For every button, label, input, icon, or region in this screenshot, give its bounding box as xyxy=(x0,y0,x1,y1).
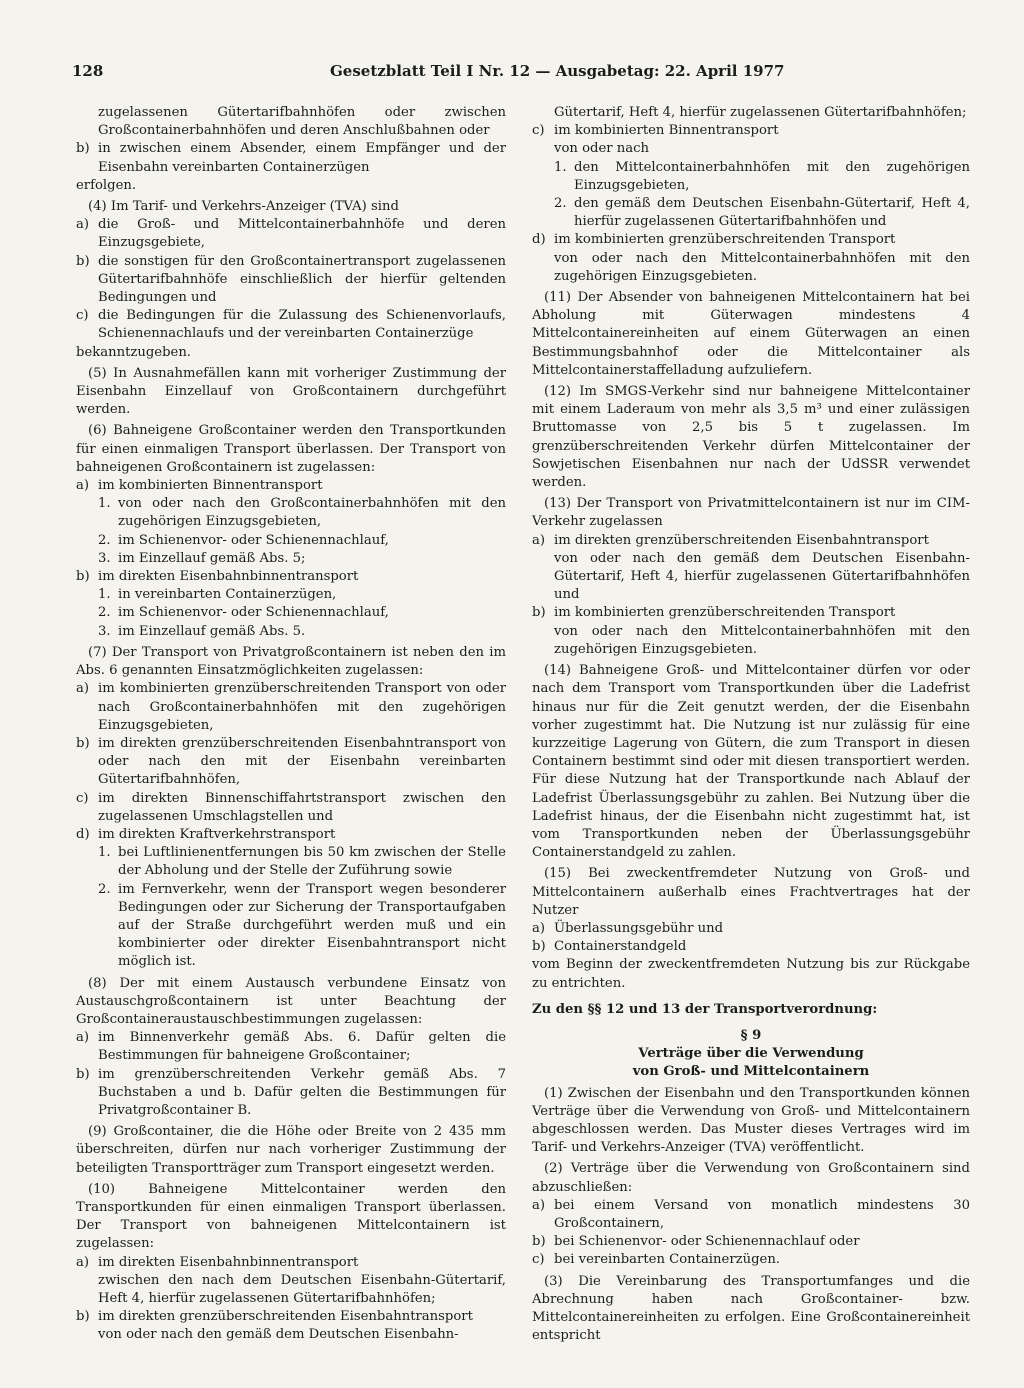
list-item: b) im direkten grenzüberschreitenden Eisenbahntransport xyxy=(76,1309,473,1325)
right-column xyxy=(532,104,970,1345)
paragraph-11: (11) Der Absender von bahneigenen Mittelcontainern hat bei Abholung mit Güterwagen mindestens 4 Mittelcontainereinheiten auf einem Güterwagen an einen Bestimmungsbahnhof oder die Mittelcontainer als Mittelcontainerstaffelladung aufzuliefern. xyxy=(532,290,970,378)
list-item: 1. den Mittelcontainerbahnhöfen mit den zugehörigen Einzugsgebieten, xyxy=(554,159,970,193)
list-item: c) im direkten Binnenschiffahrtstransport zwischen den zugelassenen Umschlagstellen und xyxy=(76,790,506,824)
list-item: b) die sonstigen für den Großcontainertransport zugelassenen Gütertarifbahnhöfe einschließlich der hierfür geltenden Bedingungen und xyxy=(76,253,506,306)
paragraph: von oder nach xyxy=(554,141,649,157)
paragraph-9: (9) Großcontainer, die die Höhe oder Breite von 2 435 mm überschreiten, dürfen nur nach vorheriger Zustimmung der beteiligten Transportträger zum Transport eingesetzt werden. xyxy=(76,1124,506,1176)
list-item: b) in zwischen einem Absender, einem Empfänger und der Eisenbahn vereinbarten Containerzügen xyxy=(76,141,506,175)
paragraph-6: (6) Bahneigene Großcontainer werden den Transportkunden für einen einmaligen Transport überlassen. Der Transport von bahneigenen Großcontainern ist zugelassen: xyxy=(76,423,506,475)
list-item: 2. im Fernverkehr, wenn der Transport wegen besonderer Bedingungen oder zur Sicherung der Transportaufgaben auf der Straße durchgeführt werden muß und ein kombinierter oder direkter Eisenbahntransport nicht möglich ist. xyxy=(98,881,506,970)
list-item: 2. im Schienenvor- oder Schienennachlauf, xyxy=(98,532,389,548)
paragraph-10: (10) Bahneigene Mittelcontainer werden den Transportkunden für einen einmaligen Transport überlassen. Der Transport von bahneigenen Mittelcontainern ist zugelassen: xyxy=(76,1181,506,1252)
section-heading: Zu den §§ 12 und 13 der Transportverordnung: xyxy=(532,1001,878,1017)
list-item: a) im Binnenverkehr gemäß Abs. 6. Dafür gelten die Bestimmungen für bahneigene Großcontainer; xyxy=(76,1030,506,1064)
paragraph: bekanntzugeben. xyxy=(76,344,192,360)
list-item: c) die Bedingungen für die Zulassung des Schienenvorlaufs, Schienennachlaufs und der vereinbarten Containerzüge xyxy=(76,308,506,342)
list-item: 2. im Schienenvor- oder Schienennachlauf, xyxy=(98,605,389,621)
list-item: d) im direkten Kraftverkehrstransport xyxy=(76,826,336,842)
paragraph-14: (14) Bahneigene Groß- und Mittelcontainer dürfen vor oder nach dem Transport vom Transportkunden über die Ladefrist hinaus nur für die Zeit genutzt werden, der die Eisenbahn vorher zugestimmt hat. Die Nutzung ist nur zulässig für eine kurzzeitige Lagerung von Gütern, die zum Transport in diesen Containern bestimmt sind oder mit diesen transportiert werden. Für diese Nutzung hat der Transportkunde nach Ablauf der Ladefrist Überlassungsgebühr zu zahlen. Bei Nutzung über die Ladefrist hinaus, der die Eisenbahn nicht zugestimmt hat, ist vom Transportkunden neben der Überlassungsgebühr Containerstandgeld zu zahlen. xyxy=(532,663,970,861)
paragraph: Gütertarif, Heft 4, hierfür zugelassenen Gütertarifbahnhöfen; xyxy=(554,105,967,120)
list-item: a) im direkten grenzüberschreitenden Eisenbahntransport xyxy=(532,532,929,548)
paragraph: von oder nach den gemäß dem Deutschen Eisenbahn- xyxy=(98,1327,459,1343)
paragraph-4: (4) Im Tarif- und Verkehrs-Anzeiger (TVA) sind xyxy=(88,199,399,215)
list-item: a) bei einem Versand von monatlich mindestens 30 Großcontainern, xyxy=(532,1197,970,1231)
paragraph-7: (7) Der Transport von Privatgroßcontainern ist neben den im Abs. 6 genannten Einsatzmöglichkeiten zugelassen: xyxy=(76,644,506,679)
page-header xyxy=(72,62,968,84)
list-item: b) im direkten grenzüberschreitenden Eisenbahntransport von oder nach den mit der Eisenbahn vereinbarten Gütertarifbahnhöfen, xyxy=(76,735,506,788)
list-item: a) im direkten Eisenbahnbinnentransport xyxy=(76,1254,359,1270)
paragraph: von oder nach den gemäß dem Deutschen Eisenbahn-Gütertarif, Heft 4, hierfür zugelassenen Gütertarifbahnhöfen und xyxy=(554,550,970,603)
list-item: b) bei Schienenvor- oder Schienennachlauf oder xyxy=(532,1234,860,1250)
paragraph: zugelassenen Gütertarifbahnhöfen oder zwischen Großcontainerbahnhöfen und deren Anschlußbahnen oder xyxy=(98,105,506,139)
list-item: a) die Groß- und Mittelcontainerbahnhöfe und deren Einzugsgebiete, xyxy=(76,217,506,251)
section-paragraph-3: (3) Die Vereinbarung des Transportumfanges und die Abrechnung haben nach Großcontainer- bzw. Mittelcontainereinheiten zu erfolgen. Eine Großcontainereinheit entspricht xyxy=(532,1273,970,1344)
section-number: § 9 xyxy=(740,1027,762,1043)
paragraph: von oder nach den Mittelcontainerbahnhöfen mit den zugehörigen Einzugsgebieten. xyxy=(554,250,970,284)
section-paragraph-2: (2) Verträge über die Verwendung von Großcontainern sind abzuschließen: xyxy=(532,1161,970,1195)
left-column xyxy=(76,104,506,1345)
paragraph: vom Beginn der zweckentfremdeten Nutzung bis zur Rückgabe zu entrichten. xyxy=(532,957,970,991)
section-paragraph-1: (1) Zwischen der Eisenbahn und den Transportkunden können Verträge über die Verwendung von Groß- und Mittelcontainern abgeschlossen werden. Das Muster dieses Vertrages wird im Tarif- und Verkehrs-Anzeiger (TVA) veröffentlicht. xyxy=(532,1085,970,1156)
list-item: a) im kombinierten Binnentransport xyxy=(76,478,323,494)
paragraph: von oder nach den Mittelcontainerbahnhöfen mit den zugehörigen Einzugsgebieten. xyxy=(554,623,970,657)
list-item: 1. von oder nach den Großcontainerbahnhöfen mit den zugehörigen Einzugsgebieten, xyxy=(98,496,506,530)
section-title: Verträge über die Verwendung xyxy=(638,1046,864,1062)
paragraph: zwischen den nach dem Deutschen Eisenbahn-Gütertarif, Heft 4, hierfür zugelassenen Gütertarifbahnhöfen; xyxy=(98,1272,506,1306)
paragraph-13: (13) Der Transport von Privatmittelcontainern ist nur im CIM-Verkehr zugelassen xyxy=(532,496,970,530)
paragraph-15: (15) Bei zweckentfremdeter Nutzung von Groß- und Mittelcontainern außerhalb eines Frachtvertrages hat der Nutzer xyxy=(532,866,970,918)
paragraph-8: (8) Der mit einem Austausch verbundene Einsatz von Austauschgroßcontainern ist unter Beachtung der Großcontaineraustauschbestimmungen zugelassen: xyxy=(76,975,506,1027)
list-item: 1. bei Luftlinienentfernungen bis 50 km zwischen der Stelle der Abholung und der Stelle der Zuführung sowie xyxy=(98,845,506,879)
page-number: 128 xyxy=(72,62,104,80)
list-item: a) im kombinierten grenzüberschreitenden Transport von oder nach Großcontainerbahnhöfen mit den zugehörigen Einzugsgebieten, xyxy=(76,681,506,733)
list-item: 3. im Einzellauf gemäß Abs. 5; xyxy=(98,550,306,566)
paragraph-12: (12) Im SMGS-Verkehr sind nur bahneigene Mittelcontainer mit einem Laderaum von mehr als 3,5 m³ und einer zulässigen Bruttomasse von 2,5 bis 5 t zugelassen. Im grenzüberschreitenden Verkehr dürfen Mittelcontainer der Sowjetischen Eisenbahnen nur nach der UdSSR verwendet werden. xyxy=(532,384,970,491)
gazette-title: Gesetzblatt Teil I Nr. 12 — Ausgabetag: 22. April 1977 xyxy=(330,62,785,80)
list-item: b) im kombinierten grenzüberschreitenden Transport xyxy=(532,605,896,621)
paragraph-5: (5) In Ausnahmefällen kann mit vorheriger Zustimmung der Eisenbahn Einzellauf von Großcontainern durchgeführt werden. xyxy=(76,365,506,418)
paragraph: erfolgen. xyxy=(76,177,137,193)
list-item: c) im kombinierten Binnentransport xyxy=(532,123,779,139)
list-item: c) bei vereinbarten Containerzügen. xyxy=(532,1252,781,1268)
list-item: d) im kombinierten grenzüberschreitenden Transport xyxy=(532,232,896,248)
list-item: b) im grenzüberschreitenden Verkehr gemäß Abs. 7 Buchstaben a und b. Dafür gelten die Bestimmungen für Privatgroßcontainer B. xyxy=(76,1066,506,1118)
list-item: 2. den gemäß dem Deutschen Eisenbahn-Gütertarif, Heft 4, hierfür zugelassenen Gütertarifbahnhöfen und xyxy=(554,196,970,230)
list-item: a) Überlassungsgebühr und xyxy=(532,920,724,936)
list-item: b) Containerstandgeld xyxy=(532,939,687,955)
list-item: b) im direkten Eisenbahnbinnentransport xyxy=(76,569,359,585)
list-item: 3. im Einzellauf gemäß Abs. 5. xyxy=(98,623,306,639)
list-item: 1. in vereinbarten Containerzügen, xyxy=(98,587,337,603)
section-title: von Groß- und Mittelcontainern xyxy=(632,1064,870,1080)
